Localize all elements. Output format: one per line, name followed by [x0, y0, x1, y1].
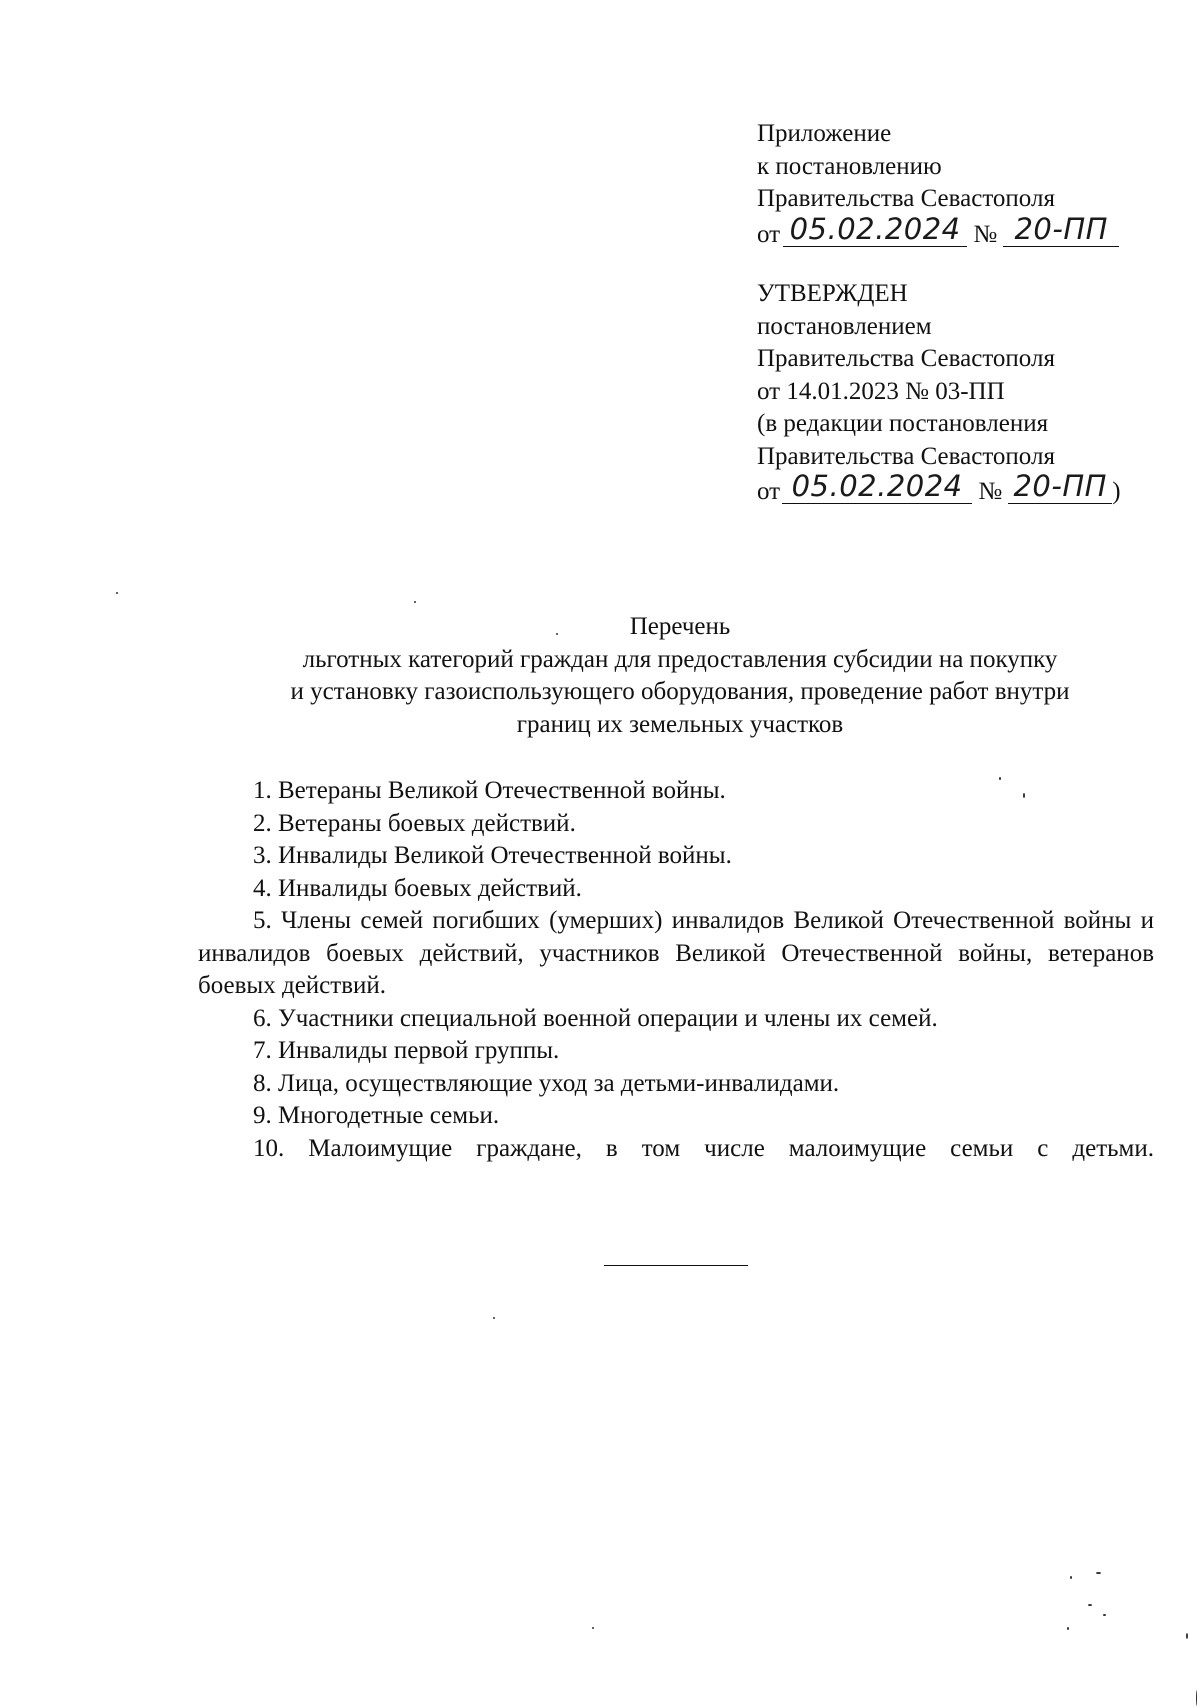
approved-line-1: УТВЕРЖДЕН	[757, 280, 908, 307]
list-item: 9. Многодетные семьи.	[253, 1102, 500, 1129]
closing-rule	[604, 1265, 748, 1266]
appendix-line-1: Приложение	[757, 120, 892, 147]
scan-speck	[1196, 1690, 1197, 1706]
categories-list	[198, 775, 1154, 1165]
approved-line-5: (в редакции постановления	[757, 410, 1049, 437]
document-title	[180, 611, 1180, 741]
appendix-date-number-line	[757, 211, 1177, 252]
title-line-3: границ их земельных участков	[516, 710, 844, 738]
approved-from-label: от	[757, 478, 781, 505]
list-item: 7. Инвалиды первой группы.	[253, 1037, 560, 1064]
list-item: 6. Участники специальной военной операции и члены их семей.	[253, 1004, 938, 1032]
appendix-handwritten-number: 20-ПП	[1014, 211, 1108, 246]
approved-date-field	[782, 469, 972, 504]
scan-speck	[493, 1317, 495, 1319]
appendix-number-sign: №	[973, 220, 998, 248]
title-line-2: и установку газоиспользующего оборудования, проведение работ внутри	[290, 678, 1070, 705]
scan-speck	[556, 633, 558, 635]
appendix-date-field	[783, 211, 967, 247]
approved-line-3: Правительства Севастополя	[757, 345, 1055, 372]
list-item: 1. Ветераны Великой Отечественной войны.	[253, 777, 726, 804]
list-item: 2. Ветераны боевых действий.	[253, 809, 576, 837]
scan-speck	[1096, 1572, 1101, 1574]
approved-closing-paren: )	[1112, 478, 1121, 505]
approved-line-2: постановлением	[757, 312, 932, 340]
title-line-1: льготных категорий граждан для предоставления субсидии на покупку	[302, 645, 1058, 673]
title-heading: Перечень	[629, 613, 731, 640]
appendix-block	[757, 118, 1177, 251]
appendix-handwritten-date: 05.02.2024	[789, 211, 961, 246]
appendix-line-2: к постановлению	[757, 152, 942, 180]
list-item: 5. Члены семей погибших (умерших) инвалидов Великой Отечественной войны и инвалидов боевых действий, участников Великой Отечественной войны, ветеранов боевых действий.	[198, 907, 1154, 999]
scan-speck	[1088, 1604, 1092, 1606]
appendix-line-3: Правительства Севастополя	[757, 185, 1055, 212]
scan-speck	[1103, 1614, 1106, 1616]
list-item: 8. Лица, осуществляющие уход за детьми-инвалидами.	[253, 1069, 840, 1097]
approved-block	[757, 278, 1177, 509]
approved-handwritten-date: 05.02.2024	[791, 469, 963, 503]
approved-line-4: от 14.01.2023 № 03-ПП	[757, 377, 1005, 405]
list-item: 10. Малоимущие граждане, в том числе малоимущие семьи с детьми.	[253, 1134, 1154, 1162]
scan-speck	[999, 777, 1001, 780]
approved-date-number-line	[757, 469, 1177, 509]
scan-speck	[592, 1627, 594, 1629]
approved-handwritten-number: 20-ПП	[1013, 469, 1107, 503]
scan-speck	[414, 601, 416, 603]
list-item: 3. Инвалиды Великой Отечественной войны.	[253, 842, 732, 869]
scan-speck	[1067, 1627, 1069, 1630]
appendix-from-label: от	[757, 220, 781, 248]
approved-number-sign: №	[978, 478, 1003, 505]
scan-speck	[1070, 1576, 1072, 1579]
approved-number-field	[1008, 469, 1112, 504]
scan-speck	[1186, 1633, 1188, 1639]
list-item: 4. Инвалиды боевых действий.	[253, 874, 582, 902]
scan-speck	[1023, 793, 1025, 798]
approved-line-6: Правительства Севастополя	[757, 442, 1055, 470]
scan-speck	[116, 592, 118, 594]
appendix-number-field	[1003, 211, 1119, 247]
